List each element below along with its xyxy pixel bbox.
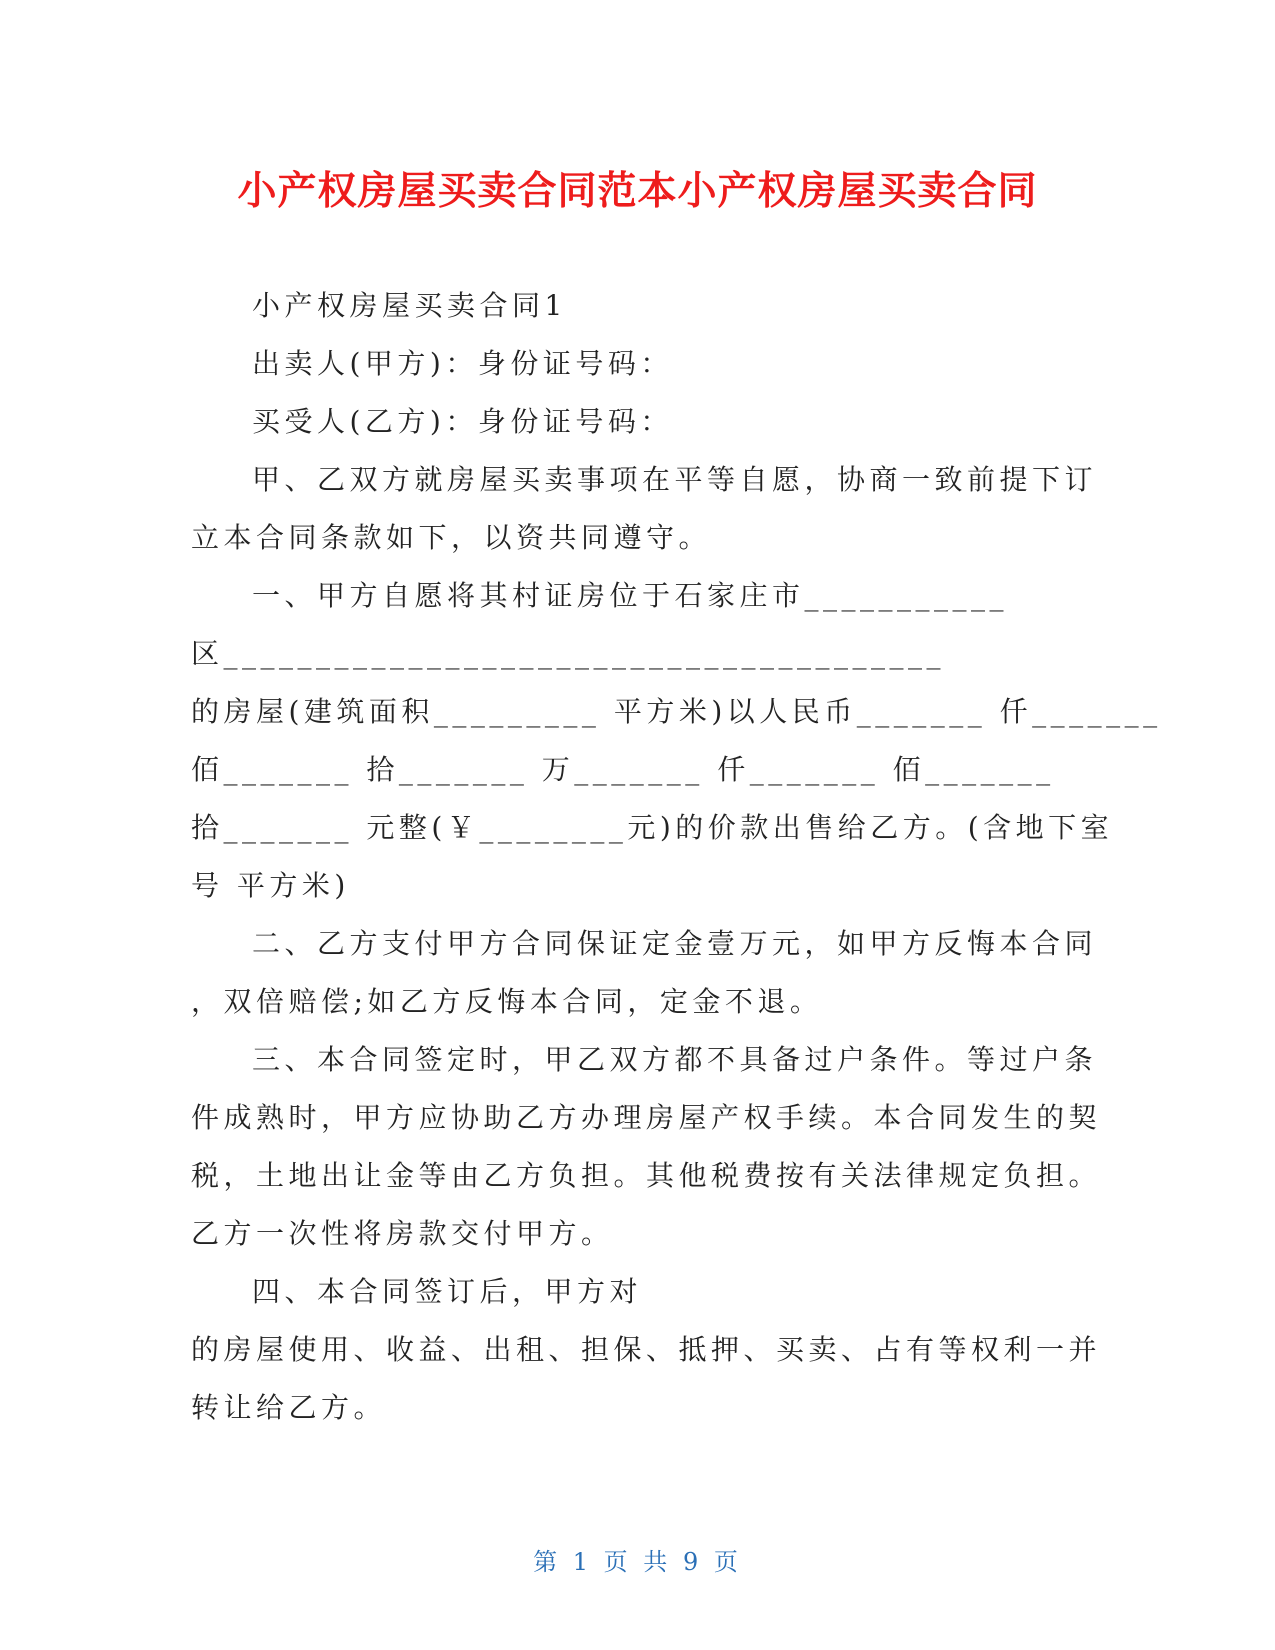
page-number-footer: 第 1 页 共 9 页	[533, 1548, 742, 1576]
clause-2-line-1: 二、乙方支付甲方合同保证定金壹万元，如甲方反悔本合同	[252, 927, 1098, 960]
clause-1-line-5: 拾_______ 元整(￥________元)的价款出售给乙方。(含地下室	[191, 811, 1114, 844]
clause-1-line-2: 区_______________________________________	[191, 637, 946, 670]
seller-line: 出卖人(甲方)：身份证号码：	[252, 347, 673, 380]
clause-1-line-1: 一、甲方自愿将其村证房位于石家庄市___________	[252, 579, 1009, 612]
clause-3-line-4: 乙方一次性将房款交付甲方。	[191, 1217, 614, 1250]
document-title: 小产权房屋买卖合同范本小产权房屋买卖合同	[237, 169, 1038, 214]
clause-3-line-3: 税，土地出让金等由乙方负担。其他税费按有关法律规定负担。	[191, 1159, 1102, 1192]
clause-4-line-2: 的房屋使用、收益、出租、担保、抵押、买卖、占有等权利一并	[191, 1333, 1102, 1366]
preamble-line-1: 甲、乙双方就房屋买卖事项在平等自愿，协商一致前提下订	[252, 463, 1098, 496]
preamble-line-2: 立本合同条款如下，以资共同遵守。	[191, 521, 712, 554]
clause-1-line-3: 的房屋(建筑面积_________ 平方米)以人民币_______ 仟_______	[191, 695, 1162, 728]
clause-4-line-3: 转让给乙方。	[191, 1391, 387, 1424]
buyer-line: 买受人(乙方)：身份证号码：	[252, 405, 673, 438]
clause-1-line-6: 号 平方米)	[191, 869, 350, 902]
clause-4-line-1: 四、本合同签订后，甲方对	[252, 1275, 643, 1308]
contract-heading: 小产权房屋买卖合同1	[252, 289, 567, 322]
clause-2-line-2: ，双倍赔偿;如乙方反悔本合同，定金不退。	[191, 985, 823, 1018]
clause-1-line-4: 佰_______ 拾_______ 万_______ 仟_______ 佰_______	[191, 753, 1055, 786]
clause-3-line-2: 件成熟时，甲方应协助乙方办理房屋产权手续。本合同发生的契	[191, 1101, 1102, 1134]
clause-3-line-1: 三、本合同签定时，甲乙双方都不具备过户条件。等过户条	[252, 1043, 1098, 1076]
